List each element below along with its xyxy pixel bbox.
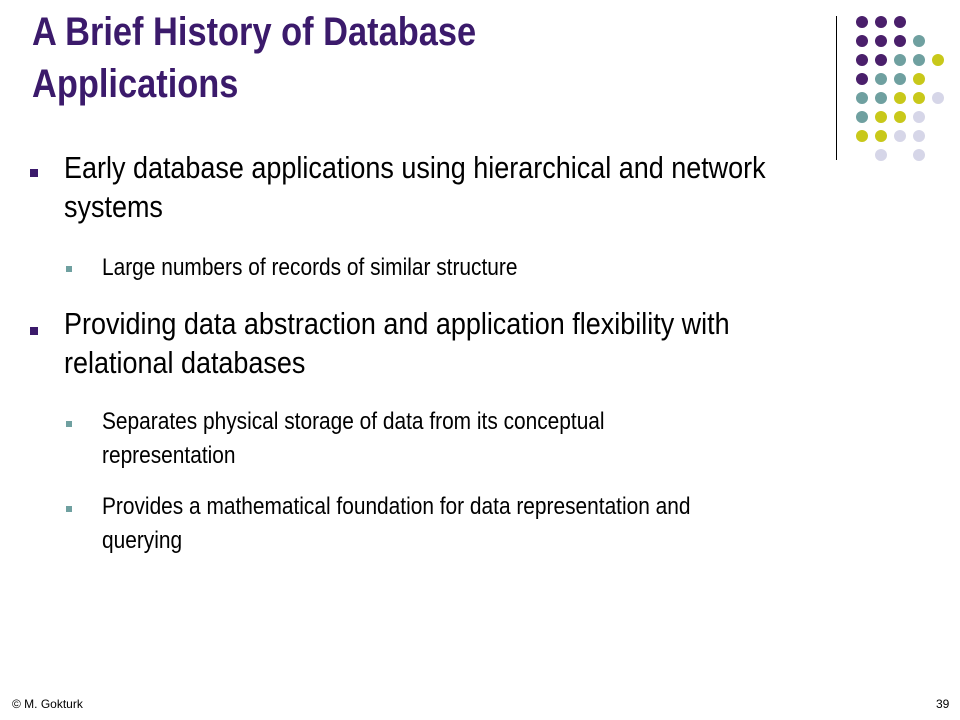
sub-bullet-marker-icon: [66, 266, 72, 272]
bullet-text-line: Large numbers of records of similar structure: [102, 254, 518, 281]
bullet-text-line: querying: [102, 527, 183, 554]
bullet-level-2: [102, 405, 885, 473]
page-number: 39: [936, 697, 950, 711]
bullet-level-1: [64, 148, 899, 226]
bullet-level-2: [102, 490, 902, 558]
bullet-text-line: Separates physical storage of data from its conceptual: [102, 408, 605, 435]
bullet-text-line: Provides a mathematical foundation for data representation and: [102, 493, 691, 520]
bullet-text-line: representation: [102, 442, 236, 469]
bullet-text-line: Providing data abstraction and application flexibility with: [64, 306, 730, 341]
slide-title-line-1: A Brief History of Database: [32, 10, 477, 54]
bullet-level-1: [64, 304, 899, 382]
bullet-text-line: systems: [64, 189, 163, 224]
sub-bullet-marker-icon: [66, 506, 72, 512]
bullet-marker-icon: [30, 169, 38, 177]
sub-bullet-marker-icon: [66, 421, 72, 427]
bullet-text-line: Early database applications using hierarchical and network: [64, 150, 766, 185]
bullet-text-line: relational databases: [64, 345, 306, 380]
bullet-level-2: [102, 251, 885, 285]
footer-author: © M. Gokturk: [12, 697, 83, 711]
bullet-marker-icon: [30, 327, 38, 335]
slide-title-line-2: Applications: [32, 62, 239, 106]
